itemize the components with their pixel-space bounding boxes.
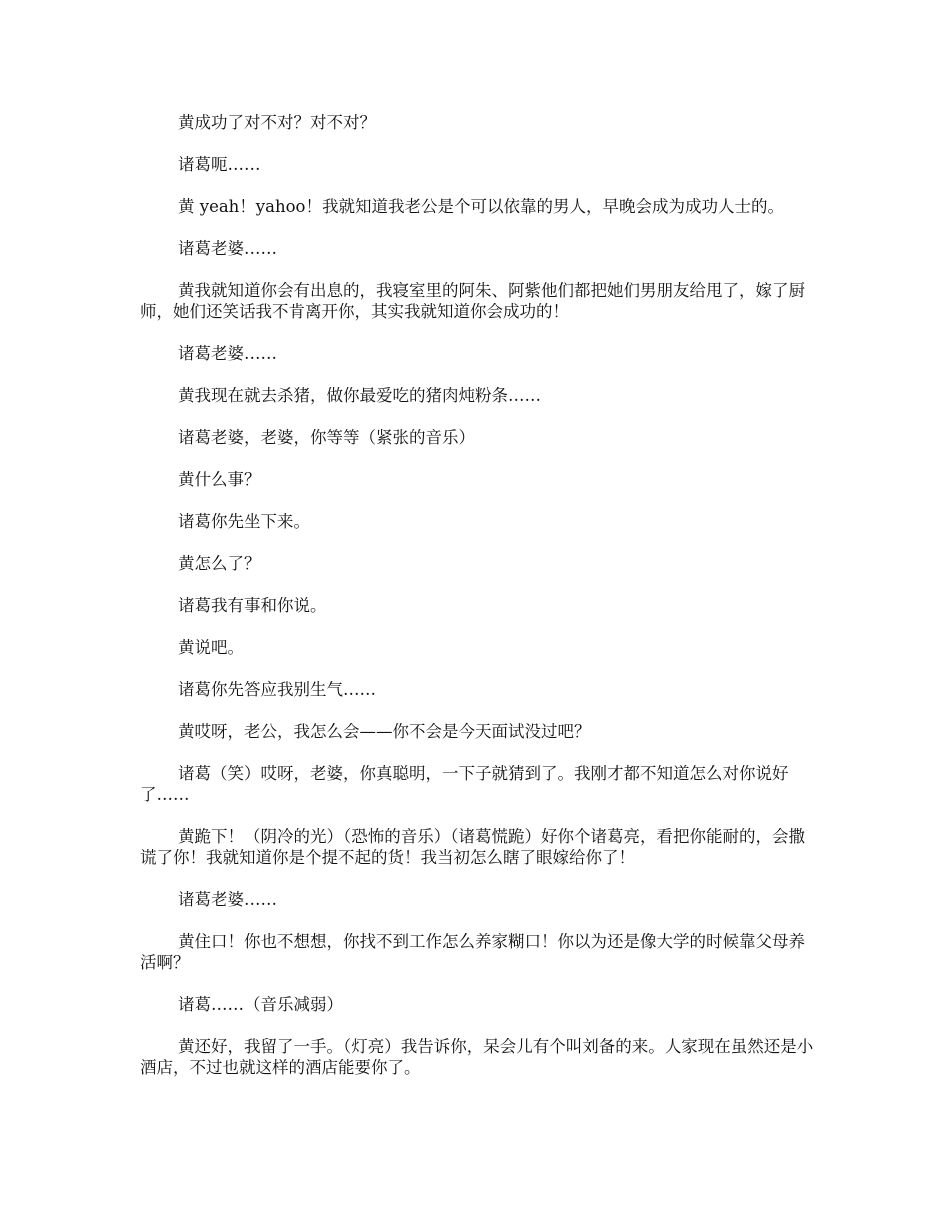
dialogue-line: 诸葛……（音乐减弱）: [178, 995, 343, 1014]
dialogue-line: 黄什么事？: [178, 470, 261, 489]
dialogue-line: 黄哎呀，老公，我怎么会——你不会是今天面试没过吧？: [178, 722, 591, 741]
dialogue-line: 黄住口！你也不想想，你找不到工作怎么养家糊口！你以为还是像大学的时候靠父母养活啊？: [140, 932, 805, 972]
dialogue-line: 黄我就知道你会有出息的，我寝室里的阿朱、阿紫他们都把她们男朋友给甩了，嫁了厨师，她们还笑话我不肯离开你，其实我就知道你会成功的！: [140, 281, 805, 321]
dialogue-line: 黄我现在就去杀猪，做你最爱吃的猪肉炖粉条……: [178, 386, 541, 405]
dialogue-line: 黄成功了对不对？对不对？: [178, 113, 376, 132]
dialogue-line: 黄 yeah！yahoo！我就知道我老公是个可以依靠的男人，早晚会成为成功人士的。: [178, 197, 784, 216]
dialogue-line: 诸葛（笑）哎呀，老婆，你真聪明，一下子就猜到了。我刚才都不知道怎么对你说好了……: [140, 764, 789, 804]
dialogue-line: 诸葛老婆……: [178, 344, 277, 363]
dialogue-line: 黄怎么了？: [178, 554, 261, 573]
dialogue-line: 诸葛老婆……: [178, 239, 277, 258]
dialogue-line: 诸葛呃……: [178, 155, 261, 174]
dialogue-line: 诸葛我有事和你说。: [178, 596, 327, 615]
dialogue-line: 诸葛老婆，老婆，你等等（紧张的音乐）: [178, 428, 475, 447]
dialogue-line: 诸葛你先答应我别生气……: [178, 680, 376, 699]
dialogue-line: 黄说吧。: [178, 638, 244, 657]
script-body: [140, 112, 820, 1099]
dialogue-line: 黄跪下！（阴冷的光）（恐怖的音乐）（诸葛慌跪）好你个诸葛亮，看把你能耐的，会撒谎了你！我就知道你是个提不起的货！我当初怎么瞎了眼嫁给你了！: [140, 827, 805, 867]
dialogue-line: 黄还好，我留了一手。（灯亮）我告诉你，呆会儿有个叫刘备的来。人家现在虽然还是小酒店，不过也就这样的酒店能要你了。: [140, 1037, 814, 1077]
dialogue-line: 诸葛你先坐下来。: [178, 512, 310, 531]
dialogue-line: 诸葛老婆……: [178, 890, 277, 909]
